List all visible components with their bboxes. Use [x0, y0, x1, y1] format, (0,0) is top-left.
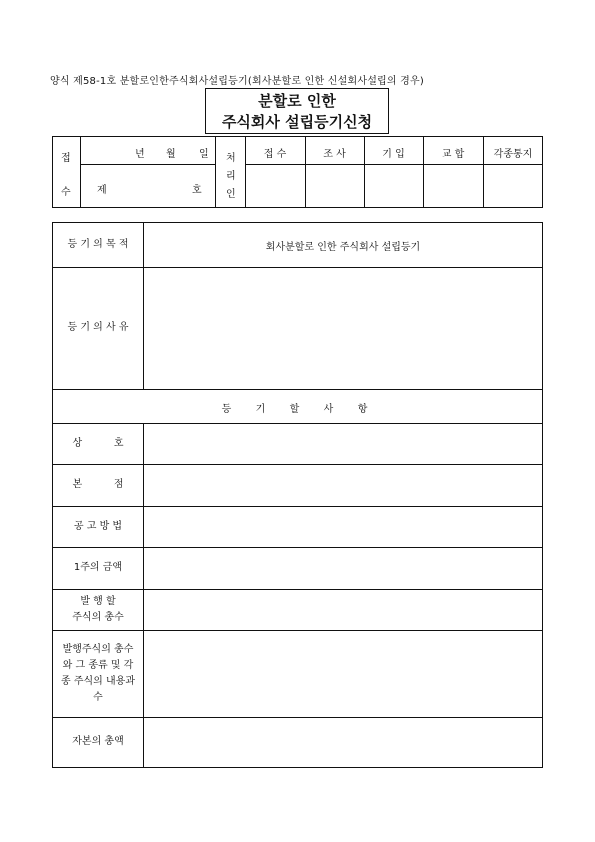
process-label-3: 인	[226, 189, 236, 200]
number-prefix-label: 제	[97, 185, 107, 196]
process-label-1: 처	[226, 153, 236, 164]
form-caption: 양식 제58-1호 분할로인한주식회사설립등기(회사분할로 인한 신설회사설립의 경우)	[50, 76, 424, 87]
par-value-field[interactable]	[144, 547, 542, 589]
col-investigate: 조 사	[323, 149, 346, 160]
notice-method-label: 공 고 방 법	[73, 520, 123, 532]
col-entry: 기 입	[382, 149, 405, 160]
total-capital-label: 자본의 총액	[72, 736, 124, 747]
date-year-label: 년	[135, 149, 145, 160]
col-receipt: 접 수	[263, 149, 287, 160]
head-office-label: 본 점	[72, 479, 124, 490]
issued-shares-label: 발행주식의 총수 와 그 종류 및 각 종 주식의 내용과 수	[61, 643, 135, 703]
col-notice: 각종통지	[493, 149, 533, 160]
par-value-label: 1주의 금액	[73, 562, 123, 573]
reason-field[interactable]	[144, 267, 542, 389]
purpose-label: 등 기 의 목 적	[67, 239, 129, 250]
trade-name-field[interactable]	[144, 423, 542, 464]
form-title-box	[205, 88, 389, 134]
form-title-line1: 분할로 인한	[258, 92, 336, 110]
authorized-shares-label: 발 행 할 주식의 총수	[72, 595, 124, 623]
issued-shares-field[interactable]	[144, 630, 542, 717]
col-collation: 교 합	[441, 149, 465, 160]
head-office-field[interactable]	[144, 464, 542, 506]
receipt-table	[52, 136, 543, 208]
trade-name-label: 상 호	[72, 437, 124, 449]
registration-form-table	[52, 222, 543, 768]
date-day-label: 일	[199, 149, 209, 160]
authorized-shares-field[interactable]	[144, 589, 542, 630]
receipt-label-top: 접	[61, 153, 71, 164]
number-suffix-label: 호	[192, 185, 202, 196]
form-title-line2: 주식회사 설립등기신청	[221, 113, 373, 131]
process-label-2: 리	[226, 171, 236, 182]
total-capital-field[interactable]	[144, 717, 542, 767]
section-heading: 등 기 할 사 항	[221, 404, 374, 415]
reason-label: 등 기 의 사 유	[67, 322, 129, 333]
receipt-label-bottom: 수	[61, 187, 71, 198]
notice-method-field[interactable]	[144, 506, 542, 547]
purpose-value: 회사분할로 인한 주식회사 설립등기	[265, 241, 421, 253]
date-month-label: 월	[166, 149, 176, 160]
